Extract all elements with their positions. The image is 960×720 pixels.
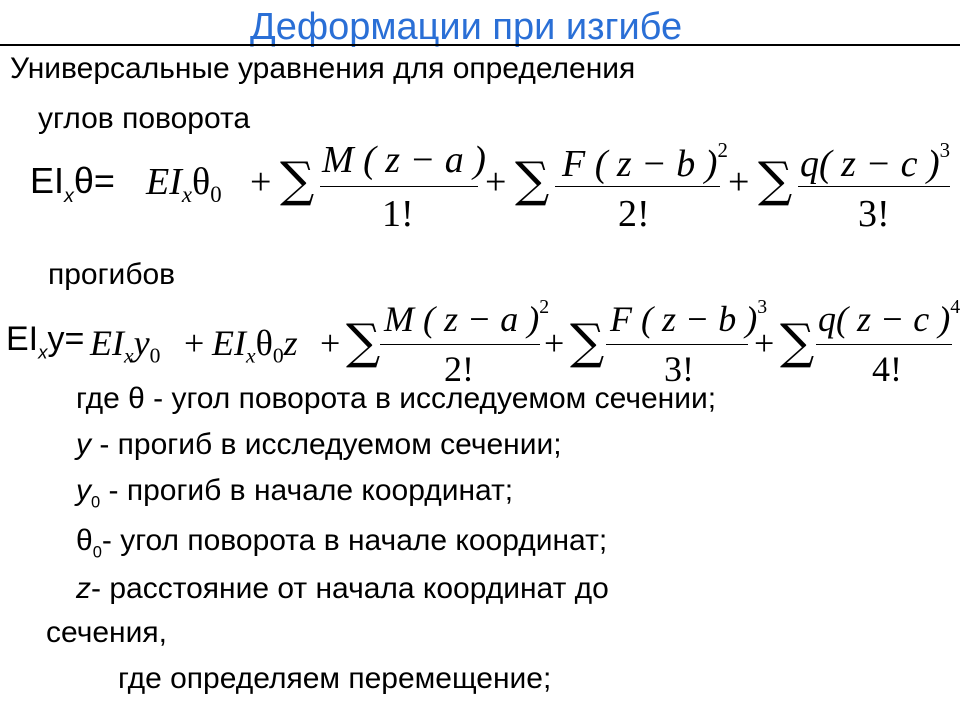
eq2-plus-3: +: [544, 323, 565, 363]
definition-z: [76, 572, 609, 606]
definition-theta0-text: - угол поворота в начале координат;: [101, 524, 608, 557]
eq1-t1-ei: EI: [146, 161, 182, 203]
definition-theta: где θ - угол поворота в исследуемом сечении;: [76, 382, 717, 415]
eq1-frac-line-3: [798, 186, 950, 187]
eq1-lhs: [30, 160, 115, 208]
eq2-sum-1: ∑: [346, 314, 381, 370]
eq2-t2-x: x: [245, 343, 256, 368]
eq1-num-3-pow: 3: [939, 138, 951, 162]
eq1-plus-3: +: [728, 161, 750, 203]
title-divider: [0, 44, 960, 46]
definition-y-symbol: y: [76, 428, 91, 461]
eq2-t1-x: x: [123, 343, 134, 368]
page-title: Деформации при изгибе: [250, 6, 683, 48]
definition-y0-symbol: y: [76, 474, 91, 507]
eq2-t2-ei: EI: [212, 323, 246, 363]
eq2-sum-3: ∑: [780, 314, 815, 370]
eq2-num-3: [818, 296, 960, 340]
definition-theta0-sub: 0: [92, 543, 102, 562]
heading-text: Универсальные уравнения для определения: [10, 52, 636, 85]
eq1-frac-line-2: [555, 186, 720, 187]
eq2-lhs-rest: y=: [47, 320, 85, 358]
eq1-num-2-text: F ( z − b ): [562, 142, 718, 185]
definition-z-cont-2: где определяем перемещение;: [118, 662, 552, 695]
definition-y-text: - прогиб в исследуемом сечении;: [91, 428, 562, 461]
eq1-lhs-x: x: [64, 184, 74, 207]
eq2-sum-2: ∑: [570, 314, 605, 370]
eq1-den-3: 3!: [858, 193, 890, 235]
eq1-frac-line-1: [320, 186, 478, 187]
eq2-num-3-pow: 4: [950, 296, 960, 318]
eq2-t1-sub: 0: [149, 343, 161, 368]
eq1-num-3-text: q( z − c ): [800, 142, 940, 185]
eq2-lhs: [6, 320, 84, 363]
definition-y0: [76, 474, 513, 512]
eq2-den-1: 2!: [444, 349, 474, 389]
eq1-plus-2: +: [485, 161, 507, 203]
eq1-lhs-rest: θ=: [73, 160, 115, 201]
definition-z-symbol: z: [76, 572, 91, 605]
definition-y0-text: - прогиб в начале координат;: [100, 474, 514, 507]
eq1-sum-2: ∑: [515, 152, 550, 208]
eq2-frac-line-1: [380, 344, 540, 345]
eq1-t1-theta: θ: [192, 161, 211, 203]
eq1-lhs-ei: EI: [30, 160, 65, 201]
eq2-num-2-pow: 3: [757, 296, 768, 318]
eq2-plus-4: +: [754, 323, 775, 363]
eq1-den-2: 2!: [618, 193, 650, 235]
eq2-t1-ei: EI: [90, 323, 124, 363]
eq2-frac-line-3: [816, 344, 952, 345]
eq2-num-3-text: q( z − c ): [818, 298, 951, 339]
eq2-num-1-text: M ( z − a ): [384, 298, 540, 339]
eq2-num-2: [610, 296, 767, 340]
eq1-num-2-pow: 2: [717, 138, 728, 162]
eq2-num-2-text: F ( z − b ): [610, 298, 758, 339]
eq1-num-3: [800, 138, 950, 186]
definition-z-text: - расстояние от начала координат до: [91, 572, 609, 605]
definition-z-cont: сечения,: [46, 616, 167, 649]
definition-theta0-symbol: θ: [76, 524, 93, 557]
eq2-t2-theta: θ: [255, 323, 273, 363]
eq2-den-3: 4!: [872, 349, 902, 389]
eq2-num-1-pow: 2: [539, 296, 550, 318]
eq2-t2-z: z: [283, 323, 298, 363]
eq2-lhs-x: x: [38, 341, 48, 363]
eq2-plus-2: +: [320, 323, 341, 363]
eq1-sum-3: ∑: [758, 152, 793, 208]
eq2-t2-sub: 0: [272, 343, 284, 368]
definition-theta0: [76, 524, 607, 562]
eq2-t1-y: y: [133, 323, 150, 363]
eq2-term1: [90, 322, 160, 369]
angles-label: углов поворота: [38, 102, 251, 135]
eq2-term2: [212, 322, 298, 369]
definition-y: [76, 428, 562, 462]
eq1-den-1: 1!: [382, 193, 414, 235]
eq1-t1-x: x: [181, 181, 192, 207]
eq2-plus-1: +: [184, 323, 205, 363]
eq1-term1: [146, 160, 222, 208]
eq2-lhs-ei: EI: [6, 320, 39, 358]
definition-y0-sub: 0: [91, 493, 101, 512]
eq1-t1-sub: 0: [210, 181, 222, 207]
eq1-plus-1: +: [250, 161, 272, 203]
eq1-num-2: [562, 138, 728, 186]
eq2-num-1: [384, 296, 549, 340]
eq1-sum-1: ∑: [280, 152, 315, 208]
eq1-num-1: M ( z − a ): [322, 139, 486, 181]
eq2-den-2: 3!: [664, 349, 694, 389]
deflections-label: прогибов: [48, 258, 176, 291]
eq2-frac-line-2: [606, 344, 748, 345]
